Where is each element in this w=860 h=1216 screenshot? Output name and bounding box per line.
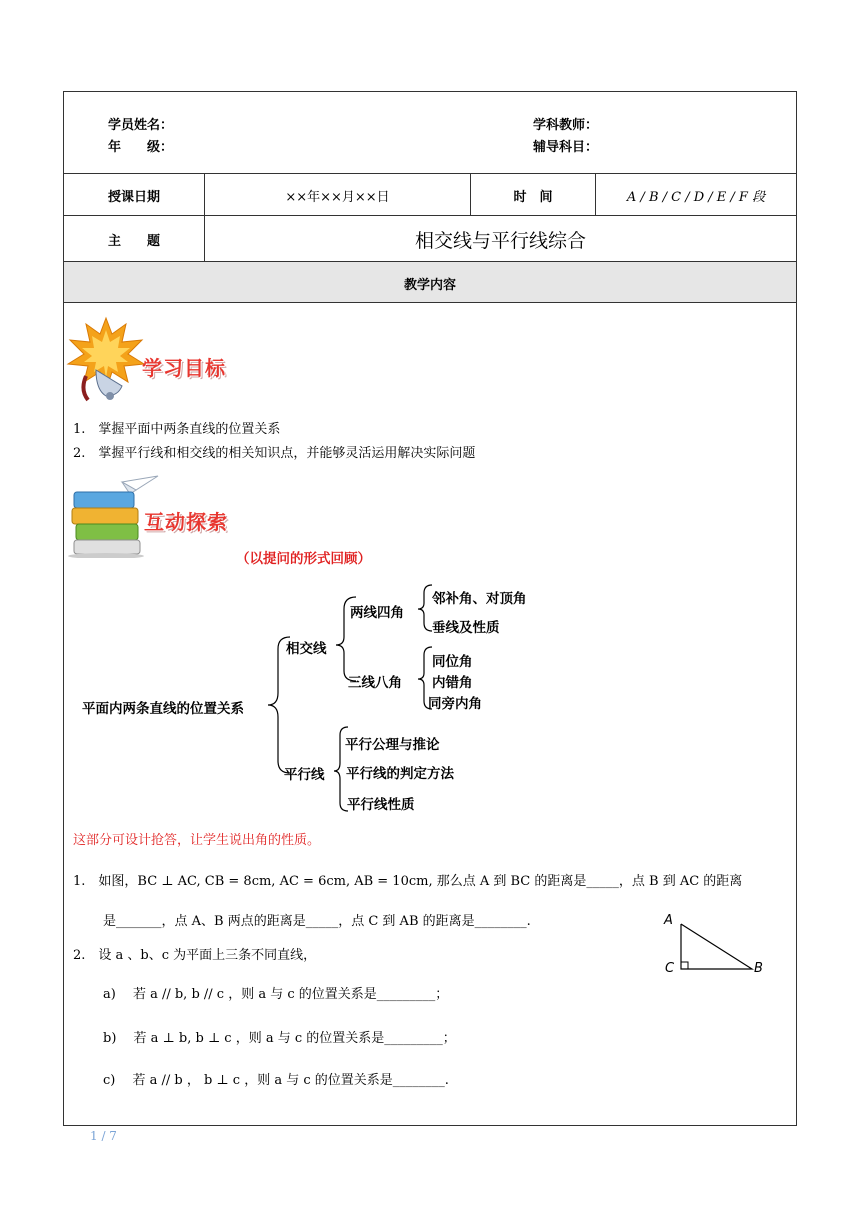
time-label: 时 间 bbox=[513, 190, 553, 205]
tree-leaf: 平行公理与推论 bbox=[345, 737, 440, 753]
question-2-a: a) 若 a // b, b // c ，则 a 与 c 的位置关系是_________； bbox=[103, 987, 449, 1002]
goal-item: 2. 掌握平行线和相交线的相关知识点，并能够灵活运用解决实际问题 bbox=[73, 446, 476, 461]
tree-node-three-lines: 三线八角 bbox=[348, 675, 402, 691]
goal-item: 1. 掌握平面中两条直线的位置关系 bbox=[73, 422, 281, 437]
question-1-line2: 是_______，点 A、B 两点的距离是_____，点 C 到 AB 的距离是________. bbox=[103, 914, 531, 929]
figure-label-a: A bbox=[664, 913, 673, 928]
section-heading-explore: 互动探索 bbox=[144, 510, 228, 534]
section-subtitle: （以提问的形式回顾） bbox=[236, 551, 371, 567]
question-2-b: b) 若 a ⊥ b, b ⊥ c ，则 a 与 c 的位置关系是_________； bbox=[103, 1031, 456, 1046]
tree-node-parallel: 平行线 bbox=[284, 767, 325, 783]
tree-leaf: 平行线性质 bbox=[347, 797, 415, 813]
maple-bell-icon bbox=[66, 316, 146, 402]
figure-label-b: B bbox=[754, 961, 763, 976]
question-2-stem: 2. 设 a 、b、c 为平面上三条不同直线， bbox=[73, 948, 317, 963]
content-header: 教学内容 bbox=[403, 278, 456, 293]
tree-leaf: 同位角 bbox=[432, 654, 473, 670]
grade-label: 年 级： bbox=[108, 140, 174, 155]
page-indicator: 1 / 7 bbox=[90, 1129, 117, 1143]
section-heading-goals: 学习目标 bbox=[142, 356, 226, 380]
row-divider bbox=[63, 173, 797, 174]
topic-title: 相交线与平行线综合 bbox=[414, 230, 586, 252]
tree-root: 平面内两条直线的位置关系 bbox=[82, 701, 244, 717]
tree-leaf: 内错角 bbox=[432, 675, 473, 691]
teacher-label: 学科教师： bbox=[533, 118, 599, 133]
subject-label: 辅导科目： bbox=[533, 140, 599, 155]
question-2-c: c) 若 a // b ， b ⊥ c ，则 a 与 c 的位置关系是________. bbox=[103, 1073, 449, 1088]
student-name-label: 学员姓名： bbox=[108, 118, 174, 133]
tree-node-two-lines: 两线四角 bbox=[350, 605, 404, 621]
date-value: ××年××月××日 bbox=[285, 190, 390, 205]
topic-label: 主 题 bbox=[108, 234, 161, 249]
tree-leaf: 平行线的判定方法 bbox=[346, 766, 454, 782]
row-divider bbox=[63, 215, 797, 216]
question-1-line1: 1. 如图，BC ⊥ AC, CB = 8cm, AC = 6cm, AB = 10cm, 那么点 A 到 BC 的距离是_____，点 B 到 AC 的距离 bbox=[73, 874, 743, 889]
tree-leaf: 邻补角、对顶角 bbox=[432, 591, 527, 607]
teacher-note: 这部分可设计抢答，让学生说出角的性质。 bbox=[73, 833, 321, 848]
tree-node-intersect: 相交线 bbox=[286, 641, 327, 657]
date-label: 授课日期 bbox=[108, 190, 161, 205]
row-divider bbox=[63, 302, 797, 303]
time-value: A / B / C / D / E / F 段 bbox=[626, 190, 766, 205]
figure-label-c: C bbox=[665, 961, 675, 976]
tree-leaf: 垂线及性质 bbox=[432, 620, 500, 636]
tree-leaf: 同旁内角 bbox=[428, 696, 482, 712]
